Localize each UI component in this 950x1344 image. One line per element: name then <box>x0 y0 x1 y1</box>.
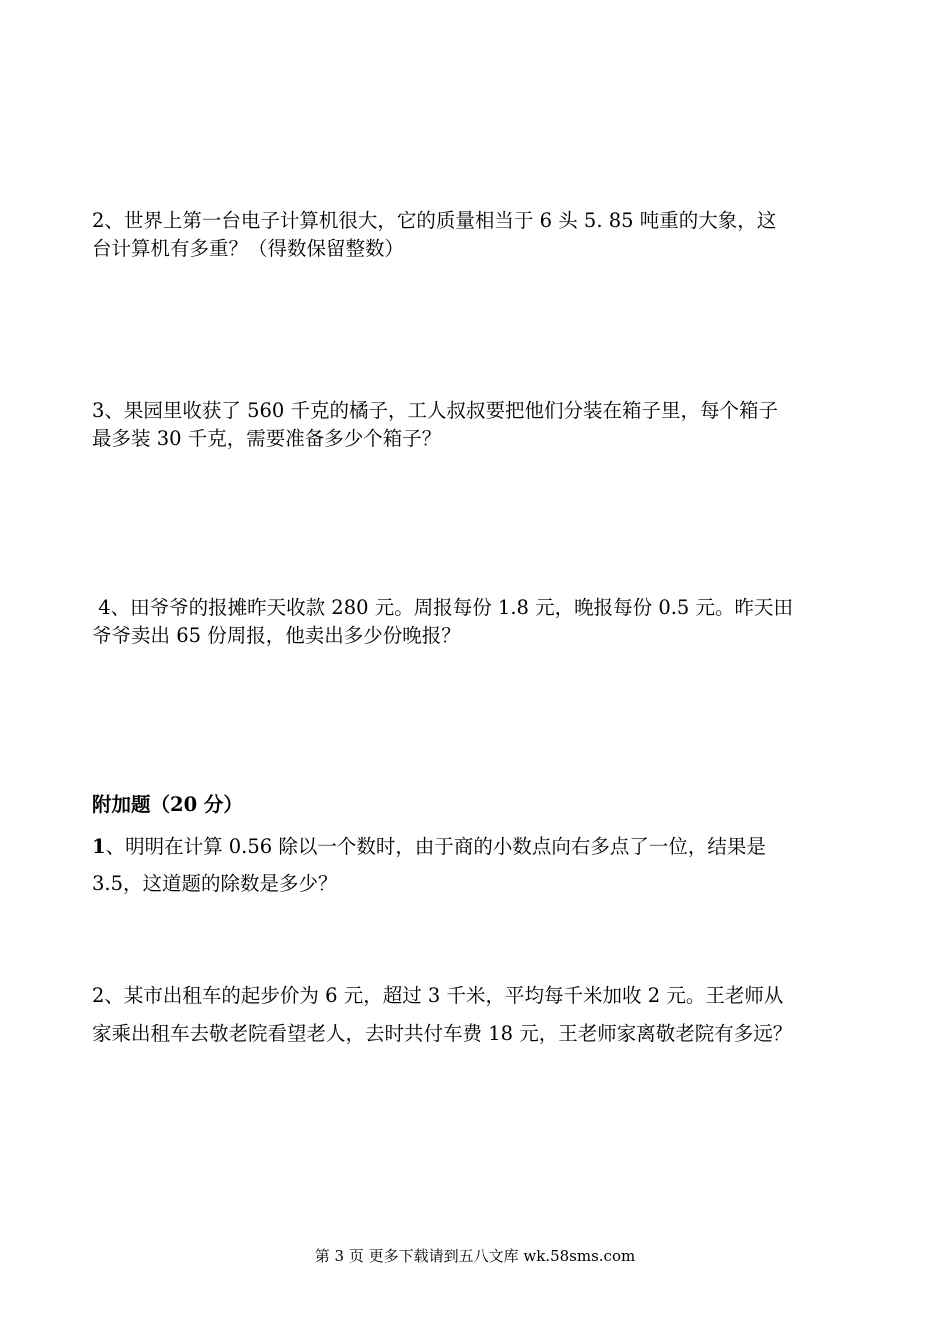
question-3-line-2: 最多装 30 千克，需要准备多少个箱子？ <box>92 427 442 450</box>
question-3 <box>92 397 867 453</box>
question-2-line-1: 2、世界上第一台电子计算机很大，它的质量相当于 6 头 5. 85 吨重的大象，这 <box>92 209 777 232</box>
question-2 <box>92 207 867 263</box>
bonus-question-1-number: 1 <box>92 835 106 858</box>
bonus-question-1-line-2: 3.5，这道题的除数是多少？ <box>92 872 338 895</box>
question-4-line-1: 4、田爷爷的报摊昨天收款 280 元。周报每份 1.8 元，晚报每份 0.5 元。昨天田 <box>92 596 794 619</box>
question-4 <box>92 594 867 650</box>
bonus-question-1-text: 、明明在计算 0.56 除以一个数时，由于商的小数点向右多点了一位，结果是 <box>105 835 766 858</box>
bonus-question-1-line-1 <box>92 828 867 865</box>
question-3-line-1: 3、果园里收获了 560 千克的橘子，工人叔叔要把他们分装在箱子里，每个箱子 <box>92 399 779 422</box>
bonus-question-2-line-2: 家乘出租车去敬老院看望老人，去时共付车费 18 元，王老师家离敬老院有多远？ <box>92 1022 793 1045</box>
page-footer: 第 3 页 更多下载请到五八文库 wk.58sms.com <box>314 1247 636 1265</box>
question-4-line-2: 爷爷卖出 65 份周报，他卖出多少份晚报？ <box>92 624 461 647</box>
bonus-question-1 <box>92 828 867 902</box>
question-2-line-2: 台计算机有多重？（得数保留整数） <box>92 237 405 260</box>
bonus-section-title: 附加题（20 分） <box>92 793 243 816</box>
bonus-question-2 <box>92 977 867 1053</box>
bonus-question-2-line-1: 2、某市出租车的起步价为 6 元，超过 3 千米，平均每千米加收 2 元。王老师从 <box>92 984 784 1007</box>
